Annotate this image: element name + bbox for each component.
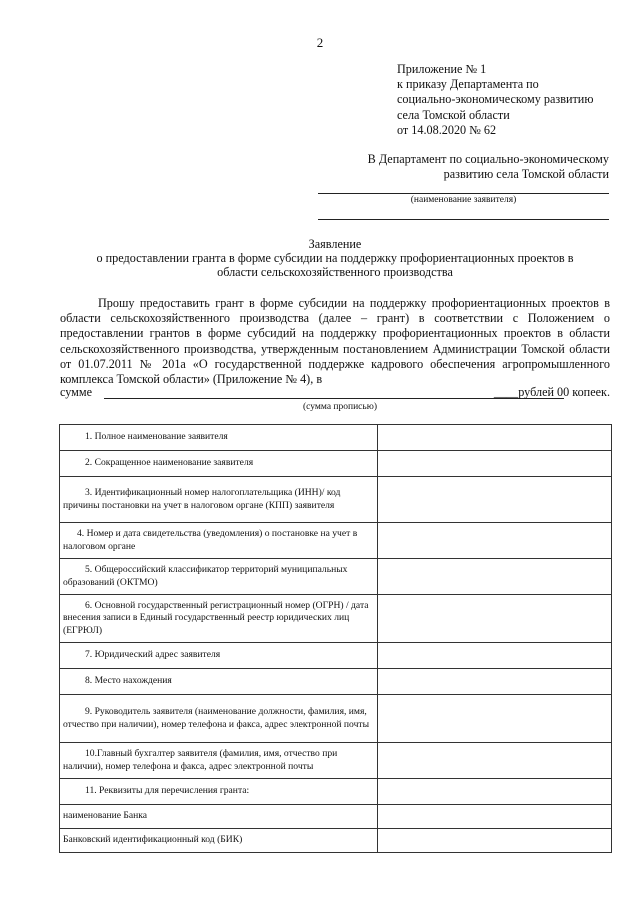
applicant-name-caption: (наименование заявителя) bbox=[410, 195, 517, 205]
row-value-cell[interactable] bbox=[378, 523, 612, 559]
row-label: 2. Сокращенное наименование заявителя bbox=[60, 451, 378, 477]
recipient-line: В Департамент по социально-экономическому bbox=[367, 152, 609, 166]
row-label: 7. Юридический адрес заявителя bbox=[60, 643, 378, 669]
applicant-name-line[interactable] bbox=[318, 193, 609, 194]
row-value-cell[interactable] bbox=[378, 477, 612, 523]
row-value-cell[interactable] bbox=[378, 805, 612, 829]
request-paragraph bbox=[60, 296, 610, 387]
table-row bbox=[60, 595, 612, 643]
document-title bbox=[60, 237, 610, 279]
table-row bbox=[60, 425, 612, 451]
table-row bbox=[60, 451, 612, 477]
row-label: 5. Общероссийский классификатор территорий муниципальных образований (ОКТМО) bbox=[60, 559, 378, 595]
appendix-line: к приказу Департамента по bbox=[397, 77, 539, 92]
row-label: наименование Банка bbox=[60, 805, 378, 829]
table-row bbox=[60, 559, 612, 595]
title-line: о предоставлении гранта в форме субсидии на поддержку профориентационных проектов в bbox=[96, 251, 574, 265]
table-row bbox=[60, 743, 612, 779]
request-text: Прошу предоставить грант в форме субсидии на поддержку профориентационных проектов в области сельскохозяйственного производства (далее – грант) в соответствии с Положением о предоставлении грантов в форме субсидий на поддержку профориентационных проектов в области сельскохозяйственного производства, утвержденным постановлением Администрации Томской области от 01.07.2011 № 201а «О государственной поддержке кадрового обеспечения агропромышленного комплекса Томской области» (Приложение № 4), в bbox=[60, 296, 610, 387]
row-value-cell[interactable] bbox=[378, 829, 612, 853]
appendix-line: села Томской области bbox=[397, 107, 510, 122]
page-number: 2 bbox=[316, 35, 324, 50]
applicant-details-table bbox=[59, 424, 612, 853]
row-label: 10.Главный бухгалтер заявителя (фамилия, имя, отчество при наличии), номер телефона и факса, адрес электронной почты bbox=[60, 743, 378, 779]
applicant-name-line-2[interactable] bbox=[318, 219, 609, 220]
row-value-cell[interactable] bbox=[378, 743, 612, 779]
row-value-cell[interactable] bbox=[378, 451, 612, 477]
row-label: 3. Идентификационный номер налогоплательщика (ИНН)/ код причины постановки на учет в налоговом органе (КПП) заявителя bbox=[60, 477, 378, 523]
row-label: 4. Номер и дата свидетельства (уведомления) о постановке на учет в налоговом органе bbox=[60, 523, 378, 559]
sum-label: сумме bbox=[60, 385, 93, 399]
sum-currency: ____рублей 00 копеек. bbox=[493, 385, 610, 399]
sum-caption: (сумма прописью) bbox=[303, 402, 377, 412]
appendix-line: социально-экономическому развитию bbox=[397, 92, 594, 107]
title-heading: Заявление bbox=[308, 237, 362, 251]
recipient-block bbox=[300, 152, 609, 182]
row-value-cell[interactable] bbox=[378, 695, 612, 743]
table-row bbox=[60, 805, 612, 829]
row-value-cell[interactable] bbox=[378, 779, 612, 805]
row-label: 9. Руководитель заявителя (наименование должности, фамилия, имя, отчество при наличии), номер телефона и факса, адрес электронной почты bbox=[60, 695, 378, 743]
row-label: 11. Реквизиты для перечисления гранта: bbox=[60, 779, 378, 805]
table-row bbox=[60, 829, 612, 853]
row-label: 1. Полное наименование заявителя bbox=[60, 425, 378, 451]
row-label: 6. Основной государственный регистрационный номер (ОГРН) / дата внесения записи в Единый государственный реестр юридических лиц (ЕГРЮЛ) bbox=[60, 595, 378, 643]
row-value-cell[interactable] bbox=[378, 669, 612, 695]
table-row bbox=[60, 523, 612, 559]
table-row bbox=[60, 643, 612, 669]
row-value-cell[interactable] bbox=[378, 643, 612, 669]
row-value-cell[interactable] bbox=[378, 425, 612, 451]
appendix-block bbox=[397, 62, 627, 138]
recipient-line: развитию села Томской области bbox=[443, 167, 609, 182]
table-row bbox=[60, 695, 612, 743]
row-value-cell[interactable] bbox=[378, 559, 612, 595]
row-value-cell[interactable] bbox=[378, 595, 612, 643]
row-label: Банковский идентификационный код (БИК) bbox=[60, 829, 378, 853]
table-row bbox=[60, 477, 612, 523]
table-row bbox=[60, 669, 612, 695]
appendix-line: Приложение № 1 bbox=[397, 62, 487, 76]
title-line: области сельскохозяйственного производства bbox=[217, 265, 453, 279]
row-label: 8. Место нахождения bbox=[60, 669, 378, 695]
table-row bbox=[60, 779, 612, 805]
appendix-line: от 14.08.2020 № 62 bbox=[397, 122, 497, 137]
